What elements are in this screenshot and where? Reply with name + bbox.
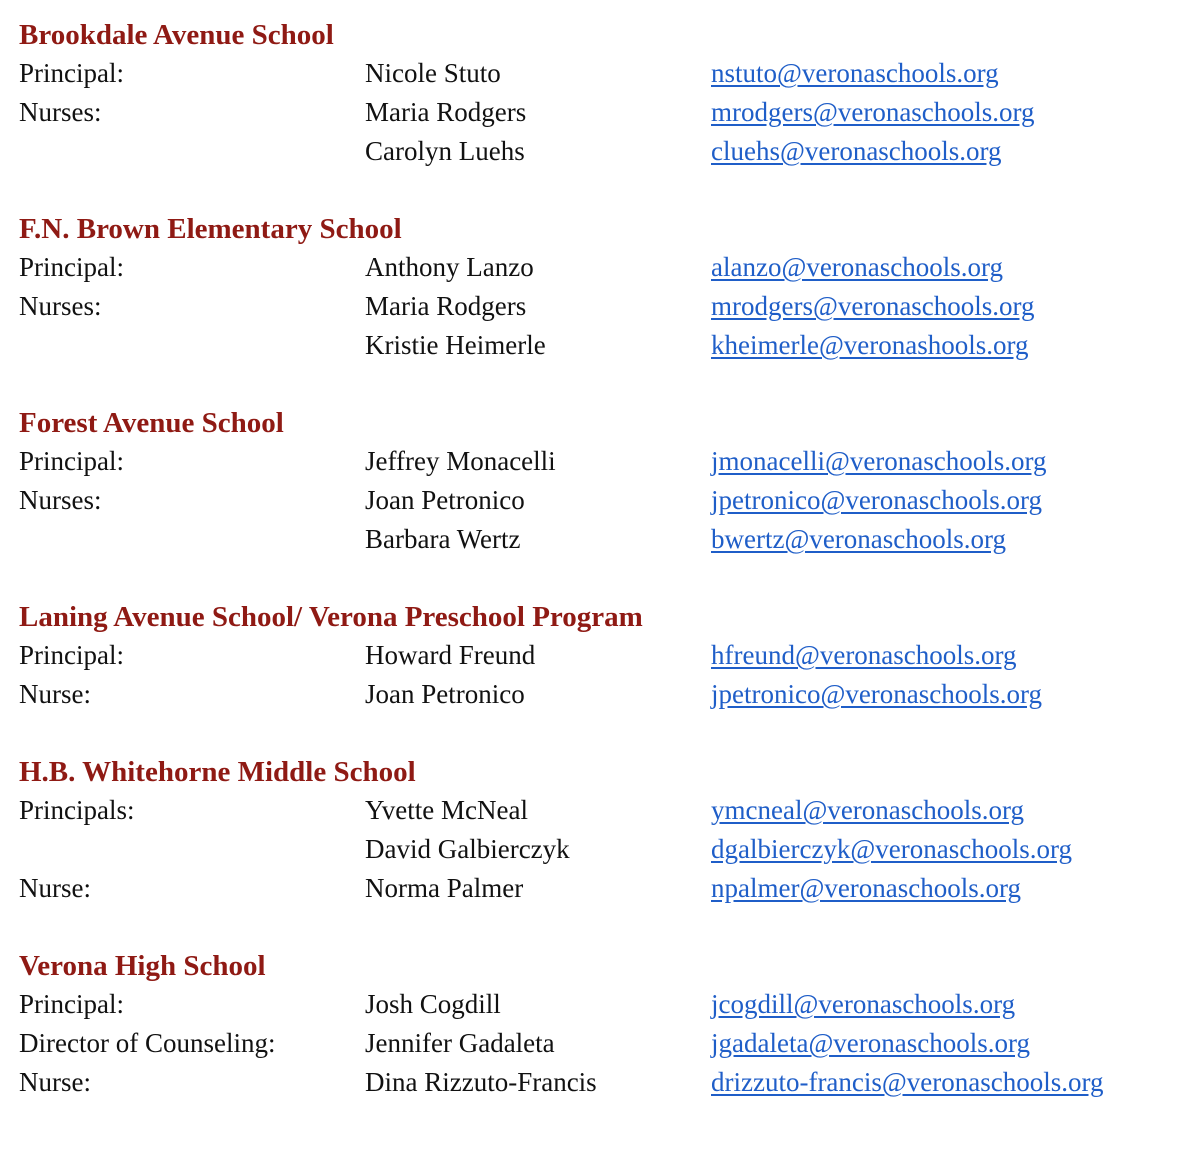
staff-row	[19, 636, 1189, 675]
staff-name: Nicole Stuto	[365, 58, 501, 88]
staff-email-link[interactable]: jcogdill@veronaschools.org	[711, 989, 1016, 1019]
staff-role	[19, 520, 365, 559]
staff-row	[19, 442, 1189, 481]
staff-email-link[interactable]: jgadaleta@veronaschools.org	[711, 1028, 1031, 1058]
staff-role: Principals:	[19, 795, 135, 825]
staff-row	[19, 675, 1189, 714]
school-section	[19, 598, 1189, 714]
school-heading: Forest Avenue School	[19, 407, 284, 439]
staff-name: Howard Freund	[365, 640, 536, 670]
staff-name: Dina Rizzuto-Francis	[365, 1067, 597, 1097]
staff-email-link[interactable]: alanzo@veronaschools.org	[711, 252, 1004, 282]
staff-email-link[interactable]: npalmer@veronaschools.org	[711, 873, 1022, 903]
staff-role	[19, 326, 365, 365]
staff-name: Maria Rodgers	[365, 97, 527, 127]
staff-name: Anthony Lanzo	[365, 252, 534, 282]
staff-role	[19, 132, 365, 171]
staff-role: Nurse:	[19, 1067, 91, 1097]
staff-role: Nurse:	[19, 679, 91, 709]
staff-email-link[interactable]: jpetronico@veronaschools.org	[711, 679, 1043, 709]
staff-row	[19, 1024, 1189, 1063]
staff-role: Principal:	[19, 252, 124, 282]
staff-role: Principal:	[19, 640, 124, 670]
staff-email-link[interactable]: mrodgers@veronaschools.org	[711, 97, 1035, 127]
staff-row	[19, 869, 1189, 908]
staff-email-link[interactable]: dgalbierczyk@veronaschools.org	[711, 834, 1073, 864]
staff-name: Joan Petronico	[365, 679, 525, 709]
staff-name: Josh Cogdill	[365, 989, 501, 1019]
staff-name: Jeffrey Monacelli	[365, 446, 556, 476]
staff-role: Principal:	[19, 989, 124, 1019]
school-heading: Verona High School	[19, 950, 266, 982]
staff-role	[19, 830, 365, 869]
staff-role: Director of Counseling:	[19, 1028, 276, 1058]
school-heading: Brookdale Avenue School	[19, 19, 334, 51]
staff-email-link[interactable]: cluehs@veronaschools.org	[711, 136, 1002, 166]
staff-row	[19, 481, 1189, 520]
staff-email-link[interactable]: mrodgers@veronaschools.org	[711, 291, 1035, 321]
staff-email-link[interactable]: hfreund@veronaschools.org	[711, 640, 1017, 670]
staff-name: Yvette McNeal	[365, 795, 528, 825]
staff-row	[19, 520, 1189, 559]
staff-email-link[interactable]: ymcneal@veronaschools.org	[711, 795, 1025, 825]
school-section	[19, 753, 1189, 908]
staff-role: Nurses:	[19, 485, 102, 515]
school-heading: H.B. Whitehorne Middle School	[19, 756, 416, 788]
staff-row	[19, 985, 1189, 1024]
school-directory	[19, 16, 1189, 1141]
staff-row	[19, 287, 1189, 326]
staff-email-link[interactable]: jpetronico@veronaschools.org	[711, 485, 1043, 515]
staff-name: Carolyn Luehs	[365, 136, 525, 166]
school-section	[19, 210, 1189, 365]
staff-row	[19, 326, 1189, 365]
staff-row	[19, 54, 1189, 93]
staff-role: Nurse:	[19, 873, 91, 903]
staff-name: Kristie Heimerle	[365, 330, 546, 360]
school-section	[19, 16, 1189, 171]
staff-role: Nurses:	[19, 291, 102, 321]
staff-name: Barbara Wertz	[365, 524, 521, 554]
school-heading: Laning Avenue School/ Verona Preschool Program	[19, 601, 643, 633]
staff-row	[19, 791, 1189, 830]
staff-row	[19, 1063, 1189, 1102]
school-section	[19, 404, 1189, 559]
staff-role: Principal:	[19, 446, 124, 476]
staff-email-link[interactable]: jmonacelli@veronaschools.org	[711, 446, 1047, 476]
staff-name: Maria Rodgers	[365, 291, 527, 321]
staff-name: Joan Petronico	[365, 485, 525, 515]
school-heading: F.N. Brown Elementary School	[19, 213, 402, 245]
staff-email-link[interactable]: bwertz@veronaschools.org	[711, 524, 1007, 554]
staff-email-link[interactable]: drizzuto-francis@veronaschools.org	[711, 1067, 1104, 1097]
staff-row	[19, 132, 1189, 171]
staff-row	[19, 93, 1189, 132]
staff-name: Jennifer Gadaleta	[365, 1028, 555, 1058]
staff-row	[19, 830, 1189, 869]
staff-row	[19, 248, 1189, 287]
staff-name: David Galbierczyk	[365, 834, 570, 864]
school-section	[19, 947, 1189, 1102]
staff-name: Norma Palmer	[365, 873, 524, 903]
staff-role: Nurses:	[19, 97, 102, 127]
staff-email-link[interactable]: kheimerle@veronashools.org	[711, 330, 1029, 360]
staff-email-link[interactable]: nstuto@veronaschools.org	[711, 58, 999, 88]
staff-role: Principal:	[19, 58, 124, 88]
